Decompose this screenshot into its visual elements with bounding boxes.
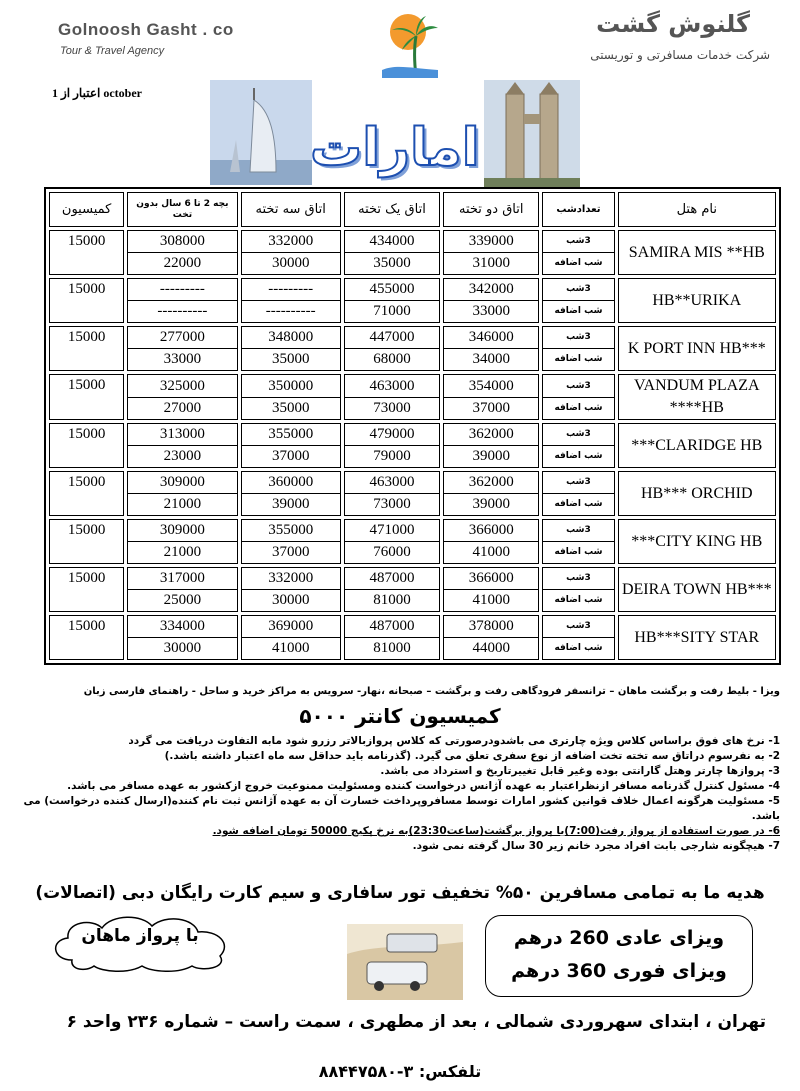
hotel-name bbox=[618, 326, 776, 371]
visa-express: ویزای فوری 360 درهم bbox=[511, 960, 727, 982]
commission-cell bbox=[49, 326, 124, 371]
term-item: 3- پروازها چارتر وهتل گارانتی بوده وغیر قابل تغییرتاریخ و استرداد می باشد. bbox=[380, 765, 780, 777]
night-labels bbox=[542, 278, 614, 323]
commission-value: 15000 bbox=[67, 522, 106, 538]
double-price-extra-night: 34000 bbox=[444, 348, 538, 370]
validity-date: اعتبار از 1 october bbox=[52, 86, 142, 100]
burj-al-arab-photo bbox=[210, 80, 312, 185]
brand-name-english: Golnoosh Gasht . co bbox=[58, 20, 234, 39]
child-price-extra-night: 30000 bbox=[128, 637, 236, 659]
single-room-cell bbox=[344, 278, 440, 323]
double-price-extra-night: 37000 bbox=[444, 397, 538, 419]
child-price-3nights: 313000 bbox=[159, 426, 205, 442]
table-row bbox=[49, 567, 776, 612]
child-cell bbox=[127, 423, 237, 468]
child-price-extra-night: 23000 bbox=[128, 445, 236, 467]
hotel-name bbox=[618, 278, 776, 323]
term-item: 7- هیچگونه شارجی بابت افراد مجرد خانم زیر 30 سال گرفته نمی شود. bbox=[412, 840, 780, 852]
single-price-extra-night: 73000 bbox=[345, 397, 439, 419]
table-header-row bbox=[49, 192, 776, 227]
price-table bbox=[44, 187, 781, 665]
term-item: 6- در صورت استفاده از پرواز رفت(7:00)یا پرواز برگشت(ساعت23:30)به نرخ پکیج 50000 تومان اضافه شود. bbox=[212, 825, 780, 837]
single-price-extra-night: 71000 bbox=[345, 300, 439, 322]
commission-value: 15000 bbox=[67, 618, 106, 634]
triple-price-extra-night: 39000 bbox=[242, 493, 340, 515]
triple-room-cell bbox=[241, 230, 341, 275]
header-hotel: نام هتل bbox=[618, 192, 776, 227]
commission-cell bbox=[49, 519, 124, 564]
double-price-extra-night: 39000 bbox=[444, 445, 538, 467]
single-price-3nights: 487000 bbox=[369, 618, 415, 634]
double-room-cell bbox=[443, 423, 539, 468]
counter-commission: کمیسیون کانتر ۵۰۰۰ bbox=[299, 704, 501, 728]
table-row bbox=[49, 374, 776, 420]
night-labels bbox=[542, 423, 614, 468]
single-price-extra-night: 79000 bbox=[345, 445, 439, 467]
hotel-name bbox=[618, 471, 776, 516]
child-cell bbox=[127, 471, 237, 516]
gift-offer: هدیه ما به تمامی مسافرین ۵۰% تخفیف تور سافاری و سیم کارت رایگان دبی (اتصالات) bbox=[35, 883, 765, 903]
hotel-name-text: CLARIDGE HB*** bbox=[631, 436, 763, 454]
double-price-3nights: 354000 bbox=[468, 377, 514, 394]
child-cell bbox=[127, 374, 237, 420]
triple-price-extra-night: ---------- bbox=[242, 300, 340, 322]
term-item: 2- به نفرسوم دراتاق سه تخته تخت اضافه از نوع سفری تعلق می گیرد. (گذرنامه باید حداقل سه ماه اعتبار داشته باشد.) bbox=[164, 750, 780, 762]
double-room-cell bbox=[443, 326, 539, 371]
single-price-3nights: 455000 bbox=[369, 281, 415, 297]
hotel-name-text: HB*** ORCHID bbox=[641, 484, 753, 502]
three-nights-label: 3شب bbox=[566, 525, 591, 535]
visa-price-box bbox=[485, 915, 753, 997]
hotel-name bbox=[618, 519, 776, 564]
included-services: ویزا - بلیط رفت و برگشت ماهان – ترانسفر فرودگاهی رفت و برگشت – صبحانه ،نهار- سرویس به مراکز خرید و ساحل - راهنمای فارسی زبان bbox=[83, 686, 780, 697]
single-price-3nights: 463000 bbox=[369, 377, 415, 394]
child-price-extra-night: 27000 bbox=[128, 397, 236, 419]
commission-value: 15000 bbox=[67, 233, 106, 249]
hotel-name-text: ***K PORT INN HB bbox=[627, 339, 766, 357]
extra-night-label: شب اضافه bbox=[543, 300, 613, 322]
triple-price-extra-night: 35000 bbox=[242, 348, 340, 370]
single-price-extra-night: 68000 bbox=[345, 348, 439, 370]
double-room-cell bbox=[443, 519, 539, 564]
commission-cell bbox=[49, 615, 124, 660]
triple-room-cell bbox=[241, 519, 341, 564]
triple-price-3nights: 355000 bbox=[268, 522, 314, 538]
child-price-extra-night: 25000 bbox=[128, 589, 236, 611]
triple-price-extra-night: 37000 bbox=[242, 445, 340, 467]
double-price-extra-night: 44000 bbox=[444, 637, 538, 659]
terms-list bbox=[20, 734, 780, 854]
hotel-name-text: VANDUM PLAZA ****HB bbox=[634, 377, 760, 416]
table-row bbox=[49, 615, 776, 660]
single-room-cell bbox=[344, 326, 440, 371]
double-price-extra-night: 33000 bbox=[444, 300, 538, 322]
header-child: بچه 2 تا 6 سال بدون تخت bbox=[127, 192, 237, 227]
single-room-cell bbox=[344, 567, 440, 612]
double-room-cell bbox=[443, 278, 539, 323]
child-price-extra-night: ---------- bbox=[128, 300, 236, 322]
single-room-cell bbox=[344, 519, 440, 564]
child-price-3nights: 309000 bbox=[159, 474, 205, 490]
double-price-3nights: 366000 bbox=[468, 522, 514, 538]
single-room-cell bbox=[344, 615, 440, 660]
child-price-extra-night: 21000 bbox=[128, 541, 236, 563]
three-nights-label: 3شب bbox=[566, 380, 591, 391]
triple-room-cell bbox=[241, 471, 341, 516]
brand-tagline-english: Tour & Travel Agency bbox=[60, 45, 165, 57]
single-price-3nights: 434000 bbox=[369, 233, 415, 249]
hotel-name-text: HB***SITY STAR bbox=[634, 628, 760, 646]
brand-name-persian: گلنوش گشت bbox=[596, 10, 750, 38]
triple-room-cell bbox=[241, 326, 341, 371]
double-price-3nights: 366000 bbox=[468, 570, 514, 586]
triple-price-extra-night: 41000 bbox=[242, 637, 340, 659]
commission-value: 15000 bbox=[67, 329, 106, 345]
commission-value: 15000 bbox=[67, 426, 106, 442]
night-labels bbox=[542, 615, 614, 660]
page-title: امارات bbox=[310, 118, 480, 178]
hotel-name bbox=[618, 230, 776, 275]
child-price-extra-night: 21000 bbox=[128, 493, 236, 515]
extra-night-label: شب اضافه bbox=[543, 541, 613, 563]
single-price-extra-night: 81000 bbox=[345, 637, 439, 659]
hotel-name bbox=[618, 374, 776, 420]
header-single: اتاق یک تخته bbox=[344, 192, 440, 227]
triple-room-cell bbox=[241, 278, 341, 323]
child-cell bbox=[127, 615, 237, 660]
table-row bbox=[49, 278, 776, 323]
double-price-3nights: 342000 bbox=[468, 281, 514, 297]
extra-night-label: شب اضافه bbox=[543, 493, 613, 515]
child-price-3nights: 277000 bbox=[159, 329, 205, 345]
night-labels bbox=[542, 326, 614, 371]
header-triple: اتاق سه تخته bbox=[241, 192, 341, 227]
triple-price-extra-night: 37000 bbox=[242, 541, 340, 563]
commission-value: 15000 bbox=[67, 570, 106, 586]
single-price-extra-night: 73000 bbox=[345, 493, 439, 515]
double-price-3nights: 362000 bbox=[468, 426, 514, 442]
single-price-3nights: 463000 bbox=[369, 474, 415, 490]
double-room-cell bbox=[443, 471, 539, 516]
commission-cell bbox=[49, 471, 124, 516]
child-price-3nights: 334000 bbox=[159, 618, 205, 634]
extra-night-label: شب اضافه bbox=[543, 252, 613, 274]
child-price-3nights: 309000 bbox=[159, 522, 205, 538]
triple-price-3nights: --------- bbox=[268, 281, 314, 297]
child-price-3nights: --------- bbox=[159, 281, 205, 297]
child-cell bbox=[127, 230, 237, 275]
table-row bbox=[49, 471, 776, 516]
hotel-name-text: SAMIRA MIS **HB bbox=[628, 243, 765, 261]
single-price-3nights: 487000 bbox=[369, 570, 415, 586]
double-room-cell bbox=[443, 567, 539, 612]
commission-cell bbox=[49, 423, 124, 468]
triple-price-3nights: 355000 bbox=[268, 426, 314, 442]
three-nights-label: 3شب bbox=[566, 429, 591, 439]
triple-price-3nights: 332000 bbox=[268, 570, 314, 586]
dubai-towers-photo bbox=[484, 80, 580, 188]
commission-value: 15000 bbox=[67, 281, 106, 297]
hotel-name bbox=[618, 423, 776, 468]
triple-price-3nights: 332000 bbox=[268, 233, 314, 249]
office-address: تهران ، ابتدای سهروردی شمالی ، بعد از مطهری ، سمت راست – شماره ۲۳۶ واحد ۶ bbox=[66, 1012, 766, 1032]
single-room-cell bbox=[344, 230, 440, 275]
double-room-cell bbox=[443, 374, 539, 420]
triple-price-extra-night: 35000 bbox=[242, 397, 340, 419]
child-price-3nights: 317000 bbox=[159, 570, 205, 586]
triple-price-3nights: 360000 bbox=[268, 474, 314, 490]
double-price-3nights: 378000 bbox=[468, 618, 514, 634]
single-room-cell bbox=[344, 423, 440, 468]
child-cell bbox=[127, 326, 237, 371]
triple-price-3nights: 369000 bbox=[268, 618, 314, 634]
triple-price-extra-night: 30000 bbox=[242, 252, 340, 274]
hotel-name-text: ***DEIRA TOWN HB bbox=[621, 580, 772, 598]
triple-room-cell bbox=[241, 615, 341, 660]
child-cell bbox=[127, 519, 237, 564]
three-nights-label: 3شب bbox=[566, 332, 591, 342]
child-cell bbox=[127, 567, 237, 612]
extra-night-label: شب اضافه bbox=[543, 589, 613, 611]
commission-cell bbox=[49, 567, 124, 612]
single-price-3nights: 447000 bbox=[369, 329, 415, 345]
three-nights-label: 3شب bbox=[566, 573, 591, 583]
double-price-extra-night: 31000 bbox=[444, 252, 538, 274]
single-price-extra-night: 81000 bbox=[345, 589, 439, 611]
hotel-name-text: CITY KING HB*** bbox=[631, 532, 763, 550]
double-room-cell bbox=[443, 615, 539, 660]
phone-fax: تلفکس: ۳-۸۸۴۴۷۵۸۰ bbox=[318, 1062, 482, 1081]
double-price-extra-night: 41000 bbox=[444, 541, 538, 563]
night-labels bbox=[542, 471, 614, 516]
double-price-3nights: 362000 bbox=[468, 474, 514, 490]
hotel-name bbox=[618, 567, 776, 612]
commission-cell bbox=[49, 278, 124, 323]
night-labels bbox=[542, 567, 614, 612]
visa-normal: ویزای عادی 260 درهم bbox=[513, 927, 725, 949]
extra-night-label: شب اضافه bbox=[543, 445, 613, 467]
night-labels bbox=[542, 519, 614, 564]
triple-price-extra-night: 30000 bbox=[242, 589, 340, 611]
single-room-cell bbox=[344, 374, 440, 420]
term-item: 4- مسئول کنترل گذرنامه مسافر ازنظراعتبار به عهده آژانس درخواست کننده ومسئولیت ممنوعیت خروج ازکشور به عهده مسافر می باشد. bbox=[67, 780, 780, 792]
child-price-extra-night: 22000 bbox=[128, 252, 236, 274]
term-item: 1- نرخ های فوق براساس کلاس ویژه چارتری می باشدودرصورتی که کلاس پروازبالاتر رزرو شود مابه التفاوت دریافت می گردد bbox=[128, 735, 780, 747]
header-double: اتاق دو تخته bbox=[443, 192, 539, 227]
three-nights-label: 3شب bbox=[566, 236, 591, 246]
single-price-extra-night: 76000 bbox=[345, 541, 439, 563]
brand-tagline-persian: شرکت خدمات مسافرتی و توریستی bbox=[590, 48, 770, 62]
child-price-3nights: 325000 bbox=[159, 377, 205, 394]
night-labels bbox=[542, 230, 614, 275]
double-room-cell bbox=[443, 230, 539, 275]
triple-room-cell bbox=[241, 423, 341, 468]
table-row bbox=[49, 519, 776, 564]
double-price-3nights: 346000 bbox=[468, 329, 514, 345]
single-price-extra-night: 35000 bbox=[345, 252, 439, 274]
table-row bbox=[49, 326, 776, 371]
three-nights-label: 3شب bbox=[566, 621, 591, 631]
night-labels bbox=[542, 374, 614, 420]
triple-room-cell bbox=[241, 567, 341, 612]
hotel-name bbox=[618, 615, 776, 660]
commission-value: 15000 bbox=[67, 377, 106, 393]
extra-night-label: شب اضافه bbox=[543, 397, 613, 419]
double-price-extra-night: 41000 bbox=[444, 589, 538, 611]
table-row bbox=[49, 230, 776, 275]
table-row bbox=[49, 423, 776, 468]
three-nights-label: 3شب bbox=[566, 477, 591, 487]
hotel-name-text: HB**URIKA bbox=[652, 291, 742, 309]
desert-safari-photo bbox=[347, 924, 463, 1000]
single-price-3nights: 479000 bbox=[369, 426, 415, 442]
triple-price-3nights: 350000 bbox=[268, 377, 314, 394]
single-room-cell bbox=[344, 471, 440, 516]
extra-night-label: شب اضافه bbox=[543, 637, 613, 659]
header-nights: تعدادشب bbox=[542, 192, 614, 227]
triple-room-cell bbox=[241, 374, 341, 420]
commission-cell bbox=[49, 374, 124, 420]
child-price-extra-night: 33000 bbox=[128, 348, 236, 370]
term-item: 5- مسئولیت هرگونه اعمال خلاف قوانین کشور امارات توسط مسافروپرداخت خسارت آن به عهده آژانس ثبت نام کننده(ارسال کننده درخواست) می باشد. bbox=[23, 795, 780, 822]
header-commission: کمیسیون bbox=[49, 192, 124, 227]
extra-night-label: شب اضافه bbox=[543, 348, 613, 370]
commission-value: 15000 bbox=[67, 474, 106, 490]
child-cell bbox=[127, 278, 237, 323]
triple-price-3nights: 348000 bbox=[268, 329, 314, 345]
commission-cell bbox=[49, 230, 124, 275]
palm-sun-logo-icon bbox=[380, 10, 440, 78]
three-nights-label: 3شب bbox=[566, 284, 591, 294]
double-price-3nights: 339000 bbox=[468, 233, 514, 249]
double-price-extra-night: 39000 bbox=[444, 493, 538, 515]
child-price-3nights: 308000 bbox=[159, 233, 205, 249]
mahan-flight-label: با پرواز ماهان bbox=[81, 926, 199, 946]
single-price-3nights: 471000 bbox=[369, 522, 415, 538]
